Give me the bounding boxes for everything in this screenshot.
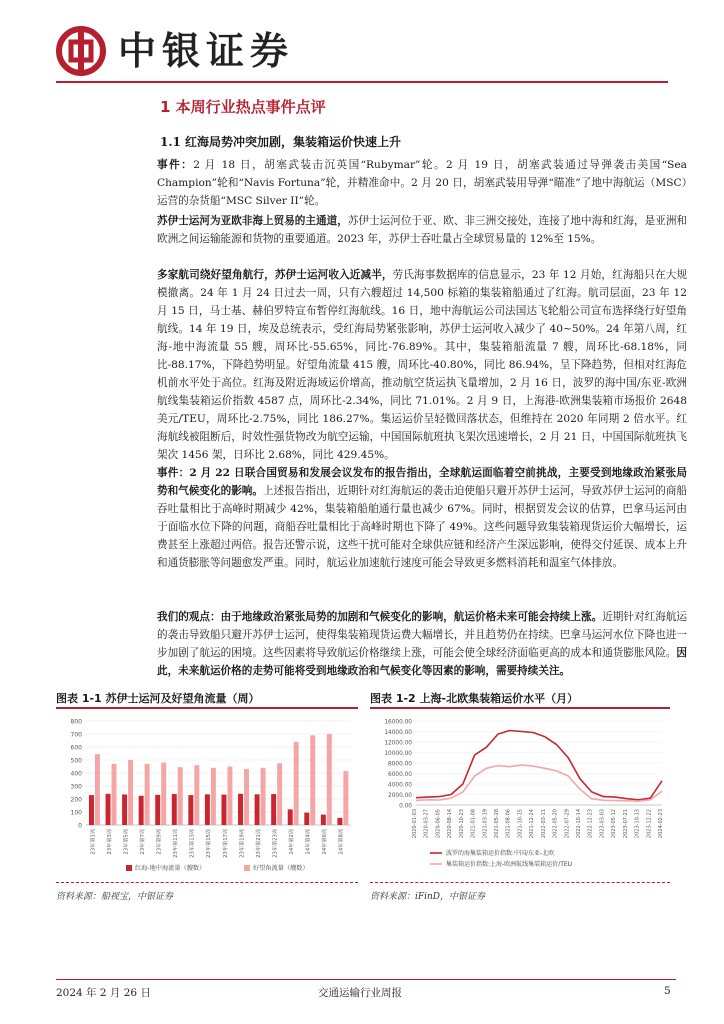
- paragraph-lead: 事件：2 月 22 日联合国贸易和发展会议发布的报告指出，全球航运面临着空前挑战，主要受到地缘政治紧张局势和气候变化的影响。: [157, 467, 687, 497]
- bar: [178, 767, 183, 825]
- bar: [112, 764, 117, 825]
- x-tick-label: 2020-01-03: [412, 809, 418, 839]
- paragraph-lead: 苏伊士运河为亚欧非海上贸易的主通道，: [157, 215, 348, 227]
- paragraph-text: 上述报告指出，近期针对红海航运的袭击迫使船只避开苏伊士运河，导致苏伊士运河的商船吞吐量相比于高峰时期减少 42%，集装箱船舶通行量也减少 67%。同时，根据贸发会议的估算，巴拿马运河由于面临水位下降的问题，商船吞吐量相比于高峰时期也下降了 49%。这些问题导致集装箱现货运价大幅增长，运费甚至上涨超过两倍。报告还警示说，这些干扰可能对全球供应链和经济产生深远影响，使得交付延误、成本上升和通货膨胀等问题愈发严重。同时，航运业加速航行速度可能会导致更多燃料消耗和温室气体排放。: [157, 485, 688, 569]
- figure-2-rule: [370, 707, 670, 709]
- brand-name: 中银证券: [118, 29, 295, 73]
- figure-1-source: 资料来源：船视宝，中银证券: [56, 892, 174, 902]
- figure-2-title: 图表 1-2 上海-北欧集装箱运价水平（月）: [370, 692, 579, 705]
- bar: [205, 794, 210, 825]
- bar: [139, 796, 144, 825]
- x-tick-label: 2021-01-08: [470, 809, 477, 839]
- bar: [128, 760, 133, 825]
- figure-2-source: 资料来源：iFinD，中银证券: [370, 892, 486, 902]
- x-tick-label: 23年第23周: [272, 829, 279, 858]
- bar: [327, 734, 332, 825]
- x-tick-label: 2022-10-14: [576, 809, 582, 839]
- x-tick-label: 24年第2周: [289, 829, 296, 855]
- legend-swatch: [244, 865, 250, 871]
- bar: [155, 795, 160, 825]
- footer-divider: [56, 979, 676, 980]
- x-tick-label: 23年第3周: [106, 829, 113, 855]
- legend-label: 好望角流量（艘数）: [253, 865, 309, 872]
- y-tick-label: 500: [70, 757, 82, 765]
- subsection-title: 1.1 红海局势冲突加剧，集装箱运价快速上升: [160, 135, 402, 149]
- bar: [261, 768, 266, 825]
- y-tick-label: 4000.00: [388, 782, 412, 789]
- bar: [161, 763, 166, 825]
- y-tick-label: 10000.00: [384, 751, 412, 757]
- paragraph-text: 2 月 18 日，胡塞武装击沉英国“Rubymar”轮。2 月 19 日，胡塞武装通过导弹袭击美国“Sea Champion”轮和“Navis Fortuna”轮，并精准命中。2 月 20 日，胡塞武装用导弹“瞄准”了地中海航运（MSC）运营的杂货船“MSC Silver II”轮。: [157, 159, 688, 207]
- bar: [172, 794, 177, 825]
- x-tick-label: 23年第17周: [222, 829, 229, 858]
- x-tick-label: 24年第4周: [305, 829, 312, 855]
- bar: [277, 763, 282, 825]
- bar: [321, 815, 326, 825]
- x-tick-label: 23年第21周: [255, 829, 262, 858]
- bar: [310, 735, 315, 825]
- x-tick-label: 2021-08-06: [505, 809, 512, 839]
- bar: [188, 795, 193, 825]
- figure-2-dashed-rule: [370, 882, 670, 883]
- figure-1-rule: [56, 707, 358, 709]
- y-tick-label: 300: [70, 783, 82, 791]
- x-tick-label: 23年第11周: [173, 829, 180, 858]
- bar: [288, 809, 293, 825]
- x-tick-label: 2023-07-21: [622, 809, 629, 839]
- x-tick-label: 2020-08-14: [447, 809, 454, 839]
- bar: [271, 794, 276, 825]
- figure-1-chart: [56, 713, 358, 879]
- bar: [122, 794, 127, 825]
- legend-swatch: [126, 865, 132, 871]
- x-tick-label: 2022-07-29: [564, 809, 571, 839]
- y-tick-label: 600: [70, 744, 82, 752]
- paragraph-tail: 因此，未来航运价格的走势可能将受到地缘政治和气候变化等因素的影响，需要持续关注。: [157, 647, 687, 677]
- bank-logo-icon: [56, 26, 106, 76]
- x-tick-label: 2023-03-03: [599, 809, 606, 839]
- y-tick-label: 200: [70, 796, 82, 804]
- x-tick-label: 24年第6周: [322, 829, 329, 855]
- paragraph-lead: 多家航司绕好望角航行，苏伊士运河收入近减半，: [157, 269, 393, 281]
- series-line: [416, 765, 662, 801]
- x-tick-label: 2023-12-22: [646, 809, 653, 839]
- x-tick-label: 2020-10-23: [458, 809, 465, 839]
- paragraph-text: 劳氏海事数据库的信息显示，23 年 12 月始，红海船只在大规模撤离。24 年 1 月 24 日过去一周，只有六艘超过 14,500 标箱的集装箱船通过了红海。航司层面，23 年 12 月 15 日，马士基、赫伯罗特宣布暂停红海航线。16 日，地中海航运公司法国达飞轮船公司宣布选择绕行好望角航线。14 年 19 日，埃及总统表示，受红海局势紧张影响，苏伊士运河收入减少了 40~50%。24 年第八周，红海-地中海流量 55 艘，周环比-55.65%，同比-76.89%。其中，集装箱船流量 7 艘，周环比-68.18%，同比-88.17%，下降趋势明显。好望角流量 415 艘，周环比-40.80%，同比 86.94%，呈下降趋势，但相对红海危机前水平处于高位。红海及附近海域运价增高，推动航空货运执飞量增加，2 月 16 日，波罗的海中国/东亚-欧洲航线集装箱运价指数 4587 点，周环比-2.34%，同比 71.01%。2 月 9 日，上海港-欧洲集装箱市场报价 2648 美元/TEU，周环比-2.75%，同比 186.27%。集运运价呈轻微回落状态，但维持在 2020 年同期 2 倍水平。红海航线被阻断后，时效性强货物改为航空运输，中国国际航班执飞架次迅速增长，2 月 21 日，中国国际航班执飞架次 1456 架，日环比 2.68%，同比 429.45%。: [157, 269, 687, 461]
- y-tick-label: 0.00: [399, 803, 412, 810]
- footer-page-number: 5: [664, 985, 671, 997]
- footer-date: 2024 年 2 月 26 日: [56, 987, 151, 999]
- y-tick-label: 12000.00: [384, 740, 412, 747]
- bar: [343, 771, 348, 825]
- x-tick-label: 23年第7周: [139, 829, 146, 855]
- y-tick-label: 14000.00: [384, 730, 412, 736]
- x-tick-label: 2021-10-15: [517, 809, 524, 839]
- paragraph-our-view: [157, 608, 687, 680]
- x-tick-label: 2024-02-23: [658, 809, 664, 839]
- bar: [211, 768, 216, 825]
- x-tick-label: 2021-05-28: [494, 809, 500, 839]
- x-tick-label: 2020-06-05: [435, 809, 442, 839]
- y-tick-label: 8000.00: [388, 761, 412, 768]
- y-tick-label: 2000.00: [388, 793, 412, 799]
- paragraph-text: 近期针对红海航运的袭击导致船只避开苏伊士运河，使得集装箱现货运费大幅增长，并且趋势仍在持续。巴拿马运河水位下降也进一步加剧了航运的困境。这些因素将导致航运价格继续上涨，可能会使全球经济面临更高的成本和通货膨胀风险。: [157, 611, 687, 659]
- x-tick-label: 24年第8周: [338, 829, 345, 855]
- header: [56, 22, 676, 78]
- y-tick-label: 6000.00: [388, 772, 412, 778]
- x-tick-label: 2020-03-27: [423, 809, 430, 839]
- paragraph-text: 苏伊士运河位于亚、欧、非三洲交接处，连接了地中海和红海，是亚洲和欧洲之间运输能源和货物的重要通道。2023 年，苏伊士吞吐量占全球贸易量的 12%至 15%。: [157, 215, 688, 245]
- paragraph-lead: 我们的观点：由于地缘政治紧张局势的加剧和气候变化的影响，航运价格未来可能会持续上涨。: [157, 611, 603, 623]
- figure-1-title: 图表 1-1 苏伊士运河及好望角流量（周）: [56, 692, 260, 705]
- bar: [221, 795, 226, 825]
- figure-1-dashed-rule: [56, 882, 358, 883]
- bar: [95, 754, 100, 825]
- y-tick-label: 800: [70, 718, 82, 726]
- x-tick-label: 23年第15周: [206, 829, 213, 858]
- section-title: 1 本周行业热点事件点评: [160, 98, 326, 116]
- x-tick-label: 2023-05-12: [611, 809, 618, 839]
- paragraph-event-2: [157, 464, 687, 572]
- x-tick-label: 23年第9周: [156, 829, 163, 855]
- bar: [244, 769, 249, 825]
- x-tick-label: 23年第19周: [239, 829, 246, 858]
- bar: [145, 764, 150, 825]
- paragraph-detour: [157, 266, 687, 464]
- bar: [337, 818, 342, 825]
- bar: [194, 765, 199, 825]
- bar: [238, 794, 243, 825]
- x-tick-label: 2022-03-11: [540, 809, 547, 839]
- bar: [255, 794, 260, 825]
- figure-2-chart: [370, 713, 670, 879]
- x-tick-label: 2021-12-24: [529, 809, 536, 839]
- bar: [294, 742, 299, 825]
- bar: [304, 813, 309, 825]
- paragraph-event-1: [157, 156, 687, 210]
- series-line: [416, 731, 662, 800]
- x-tick-label: 23年第1周: [90, 829, 97, 855]
- x-tick-label: 23年第5周: [123, 829, 130, 855]
- x-tick-label: 2021-03-19: [482, 809, 489, 839]
- x-tick-label: 2022-12-23: [587, 809, 594, 839]
- x-tick-label: 2022-05-20: [552, 809, 559, 839]
- y-tick-label: 700: [70, 731, 82, 739]
- y-tick-label: 400: [70, 770, 82, 778]
- legend-label: 红海-地中海流量（艘数）: [135, 865, 206, 872]
- header-divider: [56, 81, 668, 83]
- legend-label: 波罗的海集装箱运价指数:中国/东亚-北欧: [446, 850, 555, 857]
- bar: [227, 767, 232, 826]
- x-tick-label: 2023-10-13: [634, 809, 641, 839]
- y-tick-label: 100: [70, 809, 82, 817]
- y-tick-label: 16000.00: [384, 719, 412, 726]
- bar: [106, 794, 111, 825]
- footer-report-name: 交通运输行业周报: [318, 987, 402, 999]
- legend-label: 集装箱运价指数:上海-欧洲航线集装箱运价/TEU: [446, 861, 573, 868]
- y-tick-label: 0: [78, 822, 82, 830]
- paragraph-suez-channel: [157, 212, 687, 248]
- paragraph-lead: 事件：: [157, 159, 194, 171]
- bar: [89, 795, 94, 825]
- x-tick-label: 23年第13周: [189, 829, 196, 858]
